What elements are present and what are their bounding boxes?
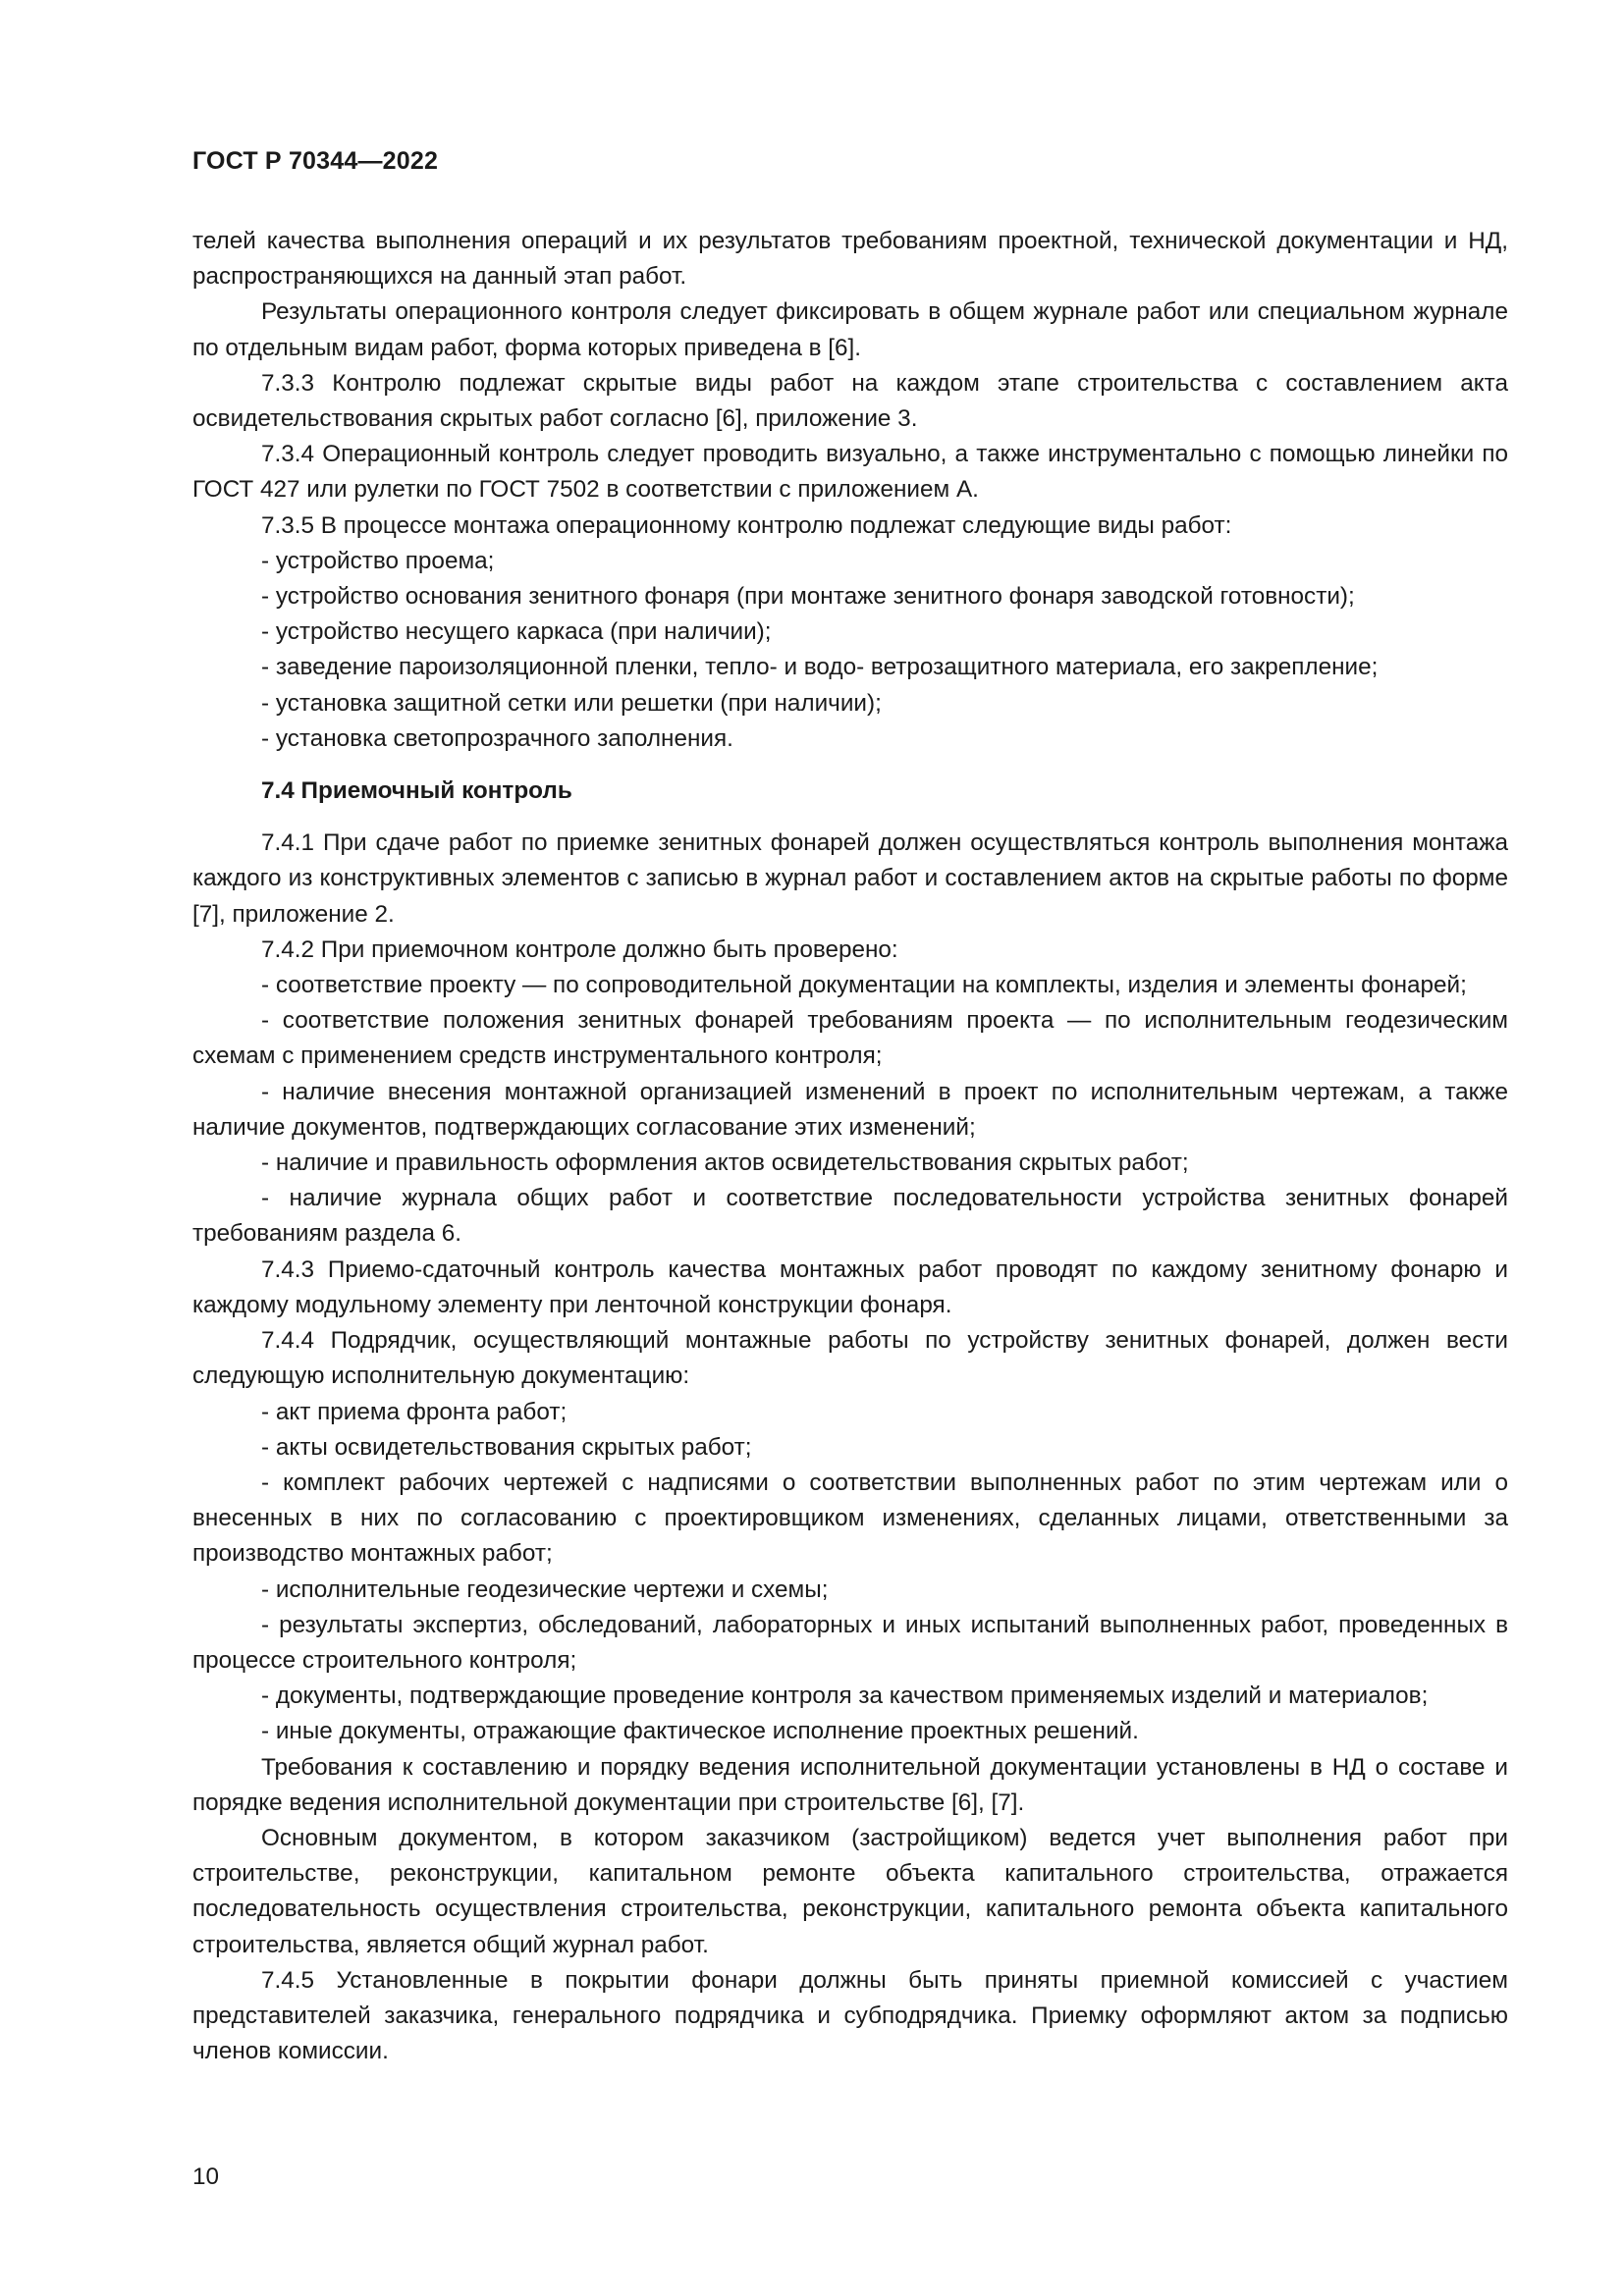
paragraph: 7.4.2 При приемочном контроле должно быть проверено: [261,935,898,963]
section-title: 7.4 Приемочный контроль [261,777,572,805]
paragraph: Требования к составлению и порядку ведения исполнительной документации установлены в НД о составе и порядке ведения исполнительной документации при строительстве [6], [7]. [192,1753,1508,1816]
paragraph: - установка светопрозрачного заполнения. [261,724,733,752]
paragraph: - акт приема фронта работ; [261,1398,568,1425]
paragraph: - устройство несущего каркаса (при наличии); [261,618,772,646]
paragraph: 7.4.1 При сдаче работ по приемке зенитных фонарей должен осуществляться контроль выполнения монтажа каждого из конструктивных элементов с записью в журнал работ и составлением актов на скрытые работы по форме [7], приложение 2. [192,829,1508,928]
paragraph: Результаты операционного контроля следует фиксировать в общем журнале работ или специальном журнале по отдельным видам работ, форма которых приведена в [6]. [192,298,1508,361]
paragraphs-bottom [192,826,1508,2069]
paragraph: - исполнительные геодезические чертежи и схемы; [261,1575,829,1603]
paragraph: - результаты экспертиз, обследований, лабораторных и иных испытаний выполненных работ, проведенных в процессе строительного контроля; [192,1611,1508,1674]
paragraph: - устройство проема; [261,547,495,574]
page-number: 10 [192,2163,220,2190]
paragraph: 7.4.3 Приемо-сдаточный контроль качества монтажных работ проводят по каждому зенитному фонарю и каждому модульному элементу при ленточной конструкции фонаря. [192,1255,1508,1318]
paragraph: - наличие журнала общих работ и соответствие последовательности устройства зенитных фонарей требованиям раздела 6. [192,1185,1508,1248]
paragraph: 7.3.3 Контролю подлежат скрытые виды работ на каждом этапе строительства с составлением акта освидетельствования скрытых работ согласно [6], приложение 3. [192,369,1508,433]
paragraph: - наличие и правильность оформления актов освидетельствования скрытых работ; [261,1149,1189,1177]
paragraph: - документы, подтверждающие проведение контроля за качеством применяемых изделий и материалов; [261,1682,1429,1710]
paragraph: 7.3.5 В процессе монтажа операционному контролю подлежат следующие виды работ: [261,511,1232,539]
paragraph: - акты освидетельствования скрытых работ; [261,1433,752,1461]
paragraph: - устройство основания зенитного фонаря (при монтаже зенитного фонаря заводской готовности); [261,583,1355,611]
paragraphs-top [192,224,1508,757]
paragraph: - установка защитной сетки или решетки (при наличии); [261,689,882,717]
paragraph: - наличие внесения монтажной организацией изменений в проект по исполнительным чертежам, а также наличие документов, подтверждающих согласование этих изменений; [192,1078,1508,1141]
paragraph: - иные документы, отражающие фактическое исполнение проектных решений. [261,1718,1139,1745]
paragraph: Основным документом, в котором заказчиком (застройщиком) ведется учет выполнения работ при строительстве, реконструкции, капитальном ремонте объекта капитального строительства, отражается последовательность осуществления строительства, реконструкции, капитального ремонта объекта капитального строительства, является общий журнал работ. [192,1824,1508,1958]
paragraph: - соответствие проекту — по сопроводительной документации на комплекты, изделия и элементы фонарей; [261,972,1467,999]
paragraph: 7.4.4 Подрядчик, осуществляющий монтажные работы по устройству зенитных фонарей, должен вести следующую исполнительную документацию: [192,1327,1508,1390]
paragraph: - заведение пароизоляционной пленки, тепло- и водо- ветрозащитного материала, его закрепление; [261,654,1379,681]
paragraph: - соответствие положения зенитных фонарей требованиям проекта — по исполнительным геодезическим схемам с применением средств инструментального контроля; [192,1007,1508,1070]
document-body [192,224,1508,2069]
paragraph: 7.3.4 Операционный контроль следует проводить визуально, а также инструментально с помощью линейки по ГОСТ 427 или рулетки по ГОСТ 7502 в соответствии с приложением А. [192,441,1508,504]
paragraph: телей качества выполнения операций и их результатов требованиям проектной, технической документации и НД, распространяющихся на данный этап работ. [192,228,1508,291]
document-header: ГОСТ Р 70344—2022 [192,147,439,175]
paragraph: 7.4.5 Установленные в покрытии фонари должны быть приняты приемной комиссией с участием представителей заказчика, генерального подрядчика и субподрядчика. Приемку оформляют актом за подписью членов комиссии. [192,1966,1508,2065]
paragraph: - комплект рабочих чертежей с надписями о соответствии выполненных работ по этим чертежам или о внесенных в них по согласованию с проектировщиком изменениях, сделанных лицами, ответственными за производство монтажных работ; [192,1468,1508,1568]
